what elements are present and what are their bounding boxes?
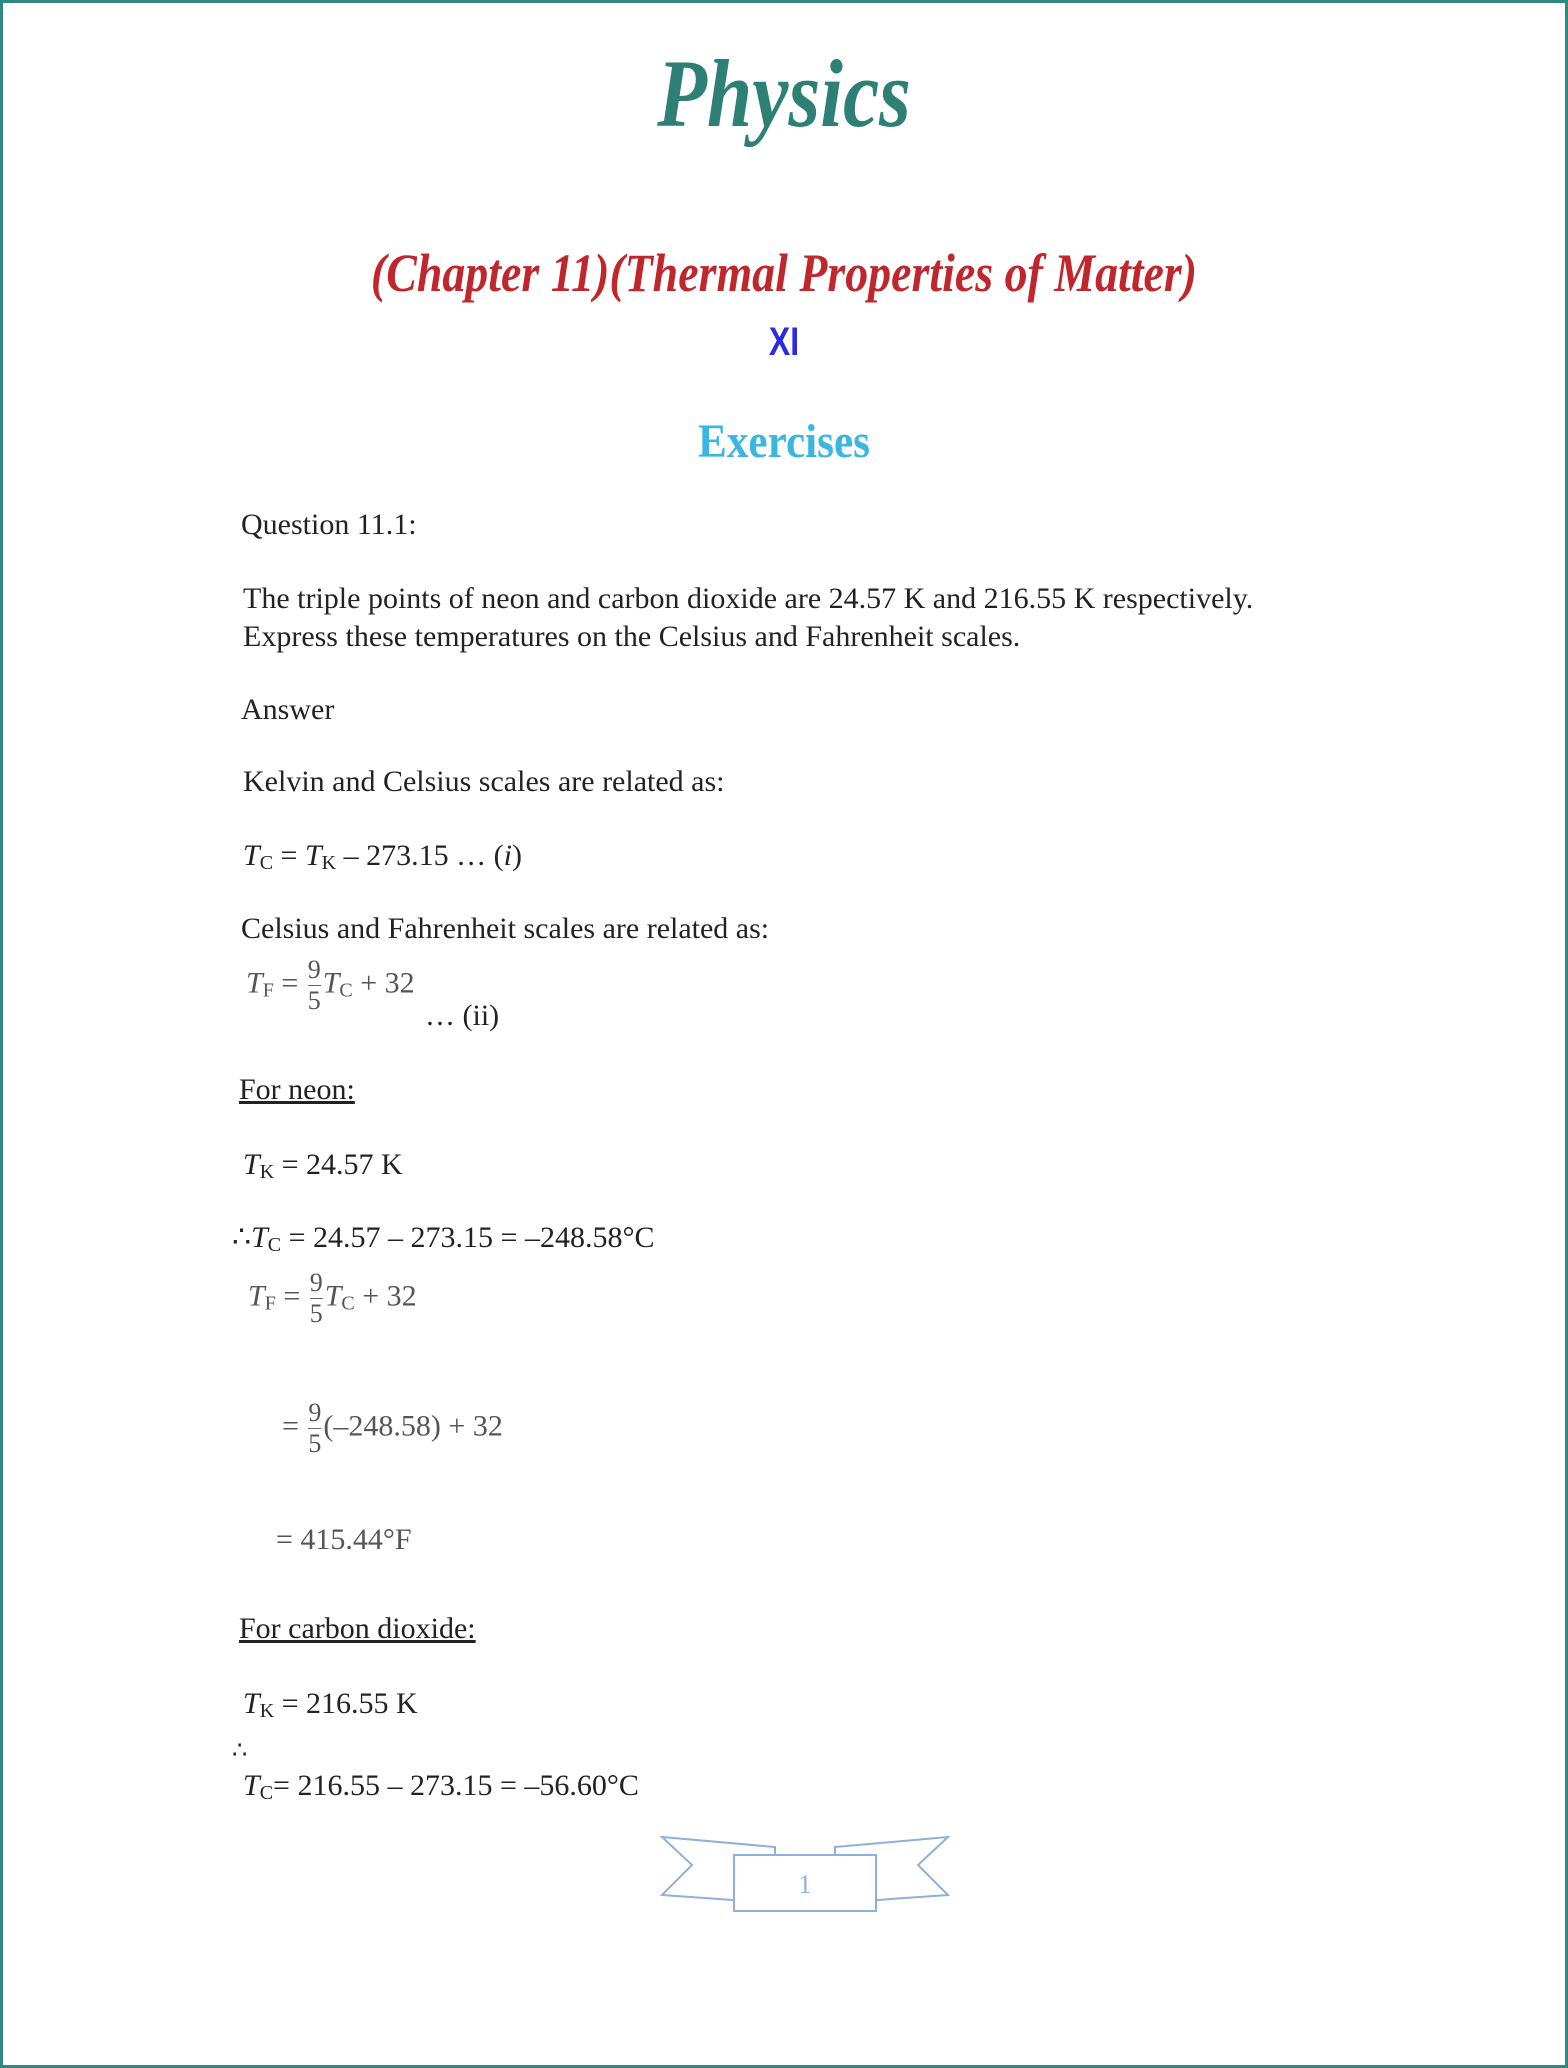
co2-tk: $T_K = 216.55$ K (243, 1687, 418, 1722)
neon-tf-substitution: = $\frac{9}{5}$ (–248.58) + 32 (282, 1398, 503, 1458)
question-label: Question 11.1: (241, 508, 417, 541)
co2-heading: For carbon dioxide: (239, 1612, 476, 1645)
answer-label: Answer (241, 693, 335, 726)
co2-tc: $T_C= 216.55 - 273.15 = -56.60^\circ C$ (243, 1769, 639, 1804)
equation-i: $T_C = T_K - 273.15$ … (i) (243, 839, 522, 874)
question-text-2: Express these temperatures on the Celsius and Fahrenheit scales. (243, 620, 1021, 653)
co2-therefore: ∴ (232, 1738, 248, 1764)
chapter-title: (Chapter 11)(Thermal Properties of Matter) (370, 243, 1198, 303)
kelvin-intro: Kelvin and Celsius scales are related as: (243, 765, 725, 798)
class-label: XI (768, 320, 800, 364)
equation-ii-tag: … (ii) (425, 999, 500, 1032)
neon-tf-result: = 415.44°F (276, 1523, 412, 1556)
neon-tk: $T_K = 24.57$ K (243, 1148, 403, 1183)
celsius-intro: Celsius and Fahrenheit scales are related as: (241, 912, 770, 945)
question-text-1: The triple points of neon and carbon dioxide are 24.57 K and 216.55 K respectively. (243, 582, 1254, 615)
neon-heading: For neon: (239, 1073, 355, 1106)
neon-tf-formula: $T_F$ = $\frac{9}{5}$ $T_C + 32$ (248, 1268, 417, 1328)
subject-title: Physics (657, 40, 911, 147)
section-heading: Exercises (698, 415, 870, 468)
neon-tc: $\therefore T_C = 24.57 - 273.15 = -248.58^\circ C$ (232, 1221, 655, 1256)
equation-ii: $T_F$ = $\frac{9}{5}$ $T_C + 32$ (246, 955, 415, 1015)
page-number: 1 (798, 1870, 812, 1899)
